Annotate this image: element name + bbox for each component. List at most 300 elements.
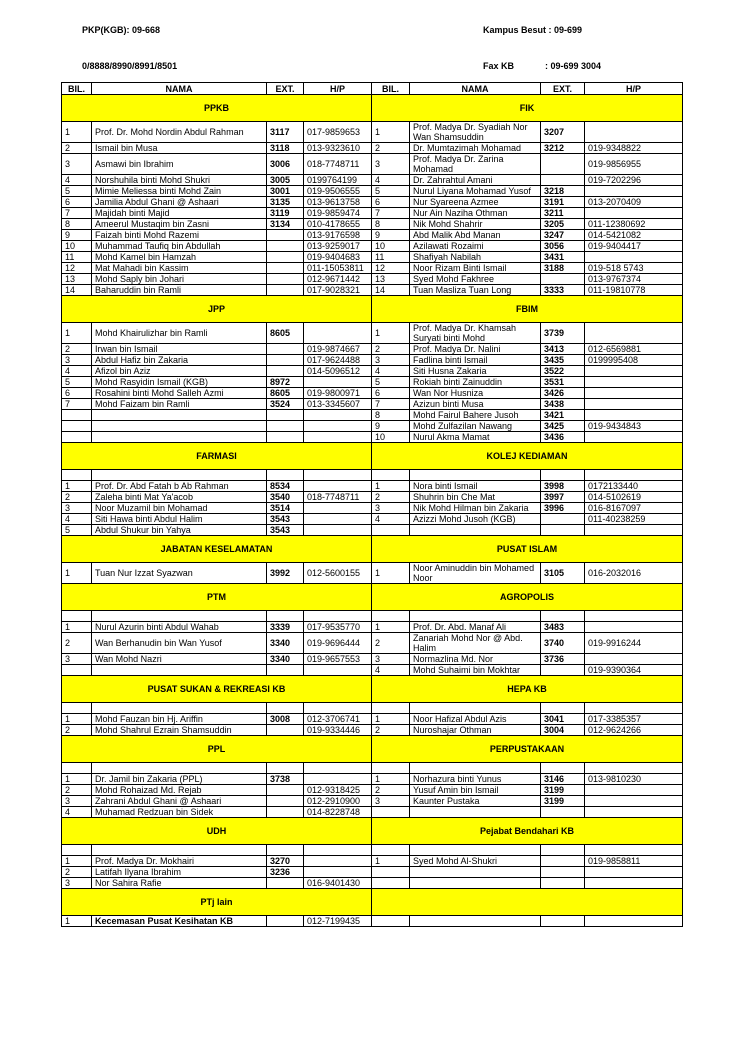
right-bil-cell: 6 [372, 197, 410, 208]
left-bil-cell: 13 [62, 274, 92, 285]
left-bil-cell: 5 [62, 377, 92, 388]
table-row [62, 323, 683, 344]
left-hp-cell: 016-9401430 [304, 878, 372, 889]
right-ext-cell: 3212 [541, 143, 585, 154]
table-row [62, 785, 683, 796]
header-fax-value: : 09-699 3004 [545, 61, 602, 71]
right-bil-cell: 1 [372, 122, 410, 143]
right-bil-cell: 5 [372, 186, 410, 197]
right-hp-cell [585, 916, 683, 927]
table-row [62, 856, 683, 867]
spacer-cell [62, 611, 92, 622]
right-bil-cell [372, 916, 410, 927]
left-bil-cell: 6 [62, 197, 92, 208]
right-bil-cell: 9 [372, 230, 410, 241]
spacer-cell [541, 845, 585, 856]
table-row [62, 344, 683, 355]
left-ext-cell: 3236 [267, 867, 304, 878]
left-nama-cell: Prof. Dr. Mohd Nordin Abdul Rahman [92, 122, 267, 143]
header-kampus-line: Kampus Besut : 09-699 [483, 25, 583, 35]
right-hp-cell [585, 785, 683, 796]
right-ext-cell: 3218 [541, 186, 585, 197]
right-bil-cell: 1 [372, 622, 410, 633]
right-hp-cell: 019-9404417 [585, 241, 683, 252]
left-hp-cell: 014-5096512 [304, 366, 372, 377]
left-bil-cell: 7 [62, 399, 92, 410]
table-row [62, 867, 683, 878]
left-ext-cell [267, 916, 304, 927]
right-nama-cell: Nur Ain Naziha Othman [410, 208, 541, 219]
left-nama-cell: Majidah binti Majid [92, 208, 267, 219]
left-hp-cell: 019-9800971 [304, 388, 372, 399]
left-ext-cell [267, 432, 304, 443]
right-hp-cell [585, 622, 683, 633]
right-hp-cell: 017-3385357 [585, 714, 683, 725]
left-nama-cell: Baharuddin bin Ramli [92, 285, 267, 296]
left-hp-cell: 012-7199435 [304, 916, 372, 927]
table-row [62, 122, 683, 143]
spacer-cell [541, 763, 585, 774]
right-ext-cell [541, 916, 585, 927]
left-bil-cell: 2 [62, 344, 92, 355]
left-nama-cell: Faizah binti Mohd Razemi [92, 230, 267, 241]
right-ext-cell [541, 154, 585, 175]
left-ext-cell: 3001 [267, 186, 304, 197]
right-hp-cell: 011-12380692 [585, 219, 683, 230]
section-header-row [62, 818, 683, 845]
left-hp-cell [304, 867, 372, 878]
table-row [62, 252, 683, 263]
right-bil-cell: 1 [372, 323, 410, 344]
right-bil-cell: 1 [372, 774, 410, 785]
right-ext-cell [541, 867, 585, 878]
right-ext-cell: 3247 [541, 230, 585, 241]
right-hp-cell [585, 399, 683, 410]
right-hp-cell: 019-9434843 [585, 421, 683, 432]
left-nama-cell: Ismail bin Musa [92, 143, 267, 154]
section-title-left: PPL [62, 736, 372, 763]
spacer-cell [62, 703, 92, 714]
left-hp-cell [304, 514, 372, 525]
spacer-row [62, 470, 683, 481]
spacer-cell [304, 703, 372, 714]
table-row [62, 274, 683, 285]
left-nama-cell: Asmawi bin Ibrahim [92, 154, 267, 175]
right-hp-cell [585, 208, 683, 219]
right-bil-cell: 3 [372, 503, 410, 514]
right-bil-cell: 1 [372, 481, 410, 492]
right-ext-cell: 3435 [541, 355, 585, 366]
left-nama-cell: Irwan bin Ismail [92, 344, 267, 355]
left-ext-cell: 3543 [267, 525, 304, 536]
left-hp-cell: 012-5600155 [304, 563, 372, 584]
section-title-left: PTM [62, 584, 372, 611]
spacer-cell [267, 470, 304, 481]
section-title-left: JABATAN KESELAMATAN [62, 536, 372, 563]
right-bil-cell: 14 [372, 285, 410, 296]
right-ext-cell: 3438 [541, 399, 585, 410]
right-hp-cell: 0172133440 [585, 481, 683, 492]
left-ext-cell: 3005 [267, 175, 304, 186]
spacer-cell [372, 703, 410, 714]
left-hp-cell: 018-7748711 [304, 154, 372, 175]
right-ext-cell: 3211 [541, 208, 585, 219]
left-bil-cell: 10 [62, 241, 92, 252]
right-nama-cell: Prof. Madya Dr. Zarina Mohamad [410, 154, 541, 175]
left-hp-cell: 011-15053811 [304, 263, 372, 274]
right-ext-cell: 3004 [541, 725, 585, 736]
right-ext-cell: 3421 [541, 410, 585, 421]
right-hp-cell [585, 796, 683, 807]
spacer-cell [304, 763, 372, 774]
table-row [62, 421, 683, 432]
right-nama-cell: Shuhrin bin Che Mat [410, 492, 541, 503]
right-nama-cell: Prof. Madya Dr. Khamsah Suryati binti Mohd [410, 323, 541, 344]
section-header-row [62, 536, 683, 563]
left-ext-cell: 8534 [267, 481, 304, 492]
spacer-cell [92, 703, 267, 714]
right-ext-cell: 3736 [541, 654, 585, 665]
spacer-cell [541, 703, 585, 714]
left-bil-cell: 2 [62, 143, 92, 154]
section-header-row [62, 676, 683, 703]
right-hp-cell: 011-19810778 [585, 285, 683, 296]
table-row [62, 410, 683, 421]
left-bil-cell: 2 [62, 867, 92, 878]
right-hp-cell [585, 807, 683, 818]
section-header-row [62, 95, 683, 122]
left-hp-cell: 012-2910900 [304, 796, 372, 807]
right-nama-cell: Mohd Zulfazilan Nawang [410, 421, 541, 432]
left-bil-cell: 4 [62, 514, 92, 525]
left-ext-cell [267, 366, 304, 377]
right-ext-cell: 3041 [541, 714, 585, 725]
col-ext-left: EXT. [267, 83, 304, 95]
left-nama-cell: Kecemasan Pusat Kesihatan KB [92, 916, 267, 927]
left-nama-cell: Wan Berhanudin bin Wan Yusof [92, 633, 267, 654]
left-ext-cell [267, 421, 304, 432]
table-row [62, 654, 683, 665]
spacer-cell [92, 611, 267, 622]
left-bil-cell: 3 [62, 796, 92, 807]
right-hp-cell [585, 432, 683, 443]
table-row [62, 197, 683, 208]
left-hp-cell [304, 421, 372, 432]
right-hp-cell [585, 186, 683, 197]
left-ext-cell [267, 410, 304, 421]
table-row [62, 154, 683, 175]
right-hp-cell: 016-2032016 [585, 563, 683, 584]
right-nama-cell: Zanariah Mohd Nor @ Abd. Halim [410, 633, 541, 654]
left-hp-cell: 018-7748711 [304, 492, 372, 503]
right-ext-cell [541, 175, 585, 186]
left-nama-cell: Afizol bin Aziz [92, 366, 267, 377]
left-ext-cell: 3992 [267, 563, 304, 584]
left-ext-cell [267, 285, 304, 296]
right-nama-cell: Norhazura binti Yunus [410, 774, 541, 785]
right-bil-cell: 2 [372, 143, 410, 154]
left-bil-cell: 1 [62, 481, 92, 492]
table-row [62, 916, 683, 927]
left-ext-cell [267, 263, 304, 274]
left-nama-cell: Tuan Nur Izzat Syazwan [92, 563, 267, 584]
left-hp-cell [304, 323, 372, 344]
spacer-cell [304, 845, 372, 856]
section-title-left: PPKB [62, 95, 372, 122]
left-nama-cell: Muhammad Taufiq bin Abdullah [92, 241, 267, 252]
right-bil-cell: 11 [372, 252, 410, 263]
left-nama-cell: Zahrani Abdul Ghani @ Ashaari [92, 796, 267, 807]
spacer-cell [585, 703, 683, 714]
left-hp-cell [304, 774, 372, 785]
left-nama-cell: Zaleha binti Mat Ya'acob [92, 492, 267, 503]
table-row [62, 503, 683, 514]
table-row [62, 432, 683, 443]
right-bil-cell: 8 [372, 219, 410, 230]
right-nama-cell: Dr. Zahrahtul Amani [410, 175, 541, 186]
left-ext-cell: 3270 [267, 856, 304, 867]
right-nama-cell: Nik Mohd Shahrir [410, 219, 541, 230]
section-title-right: KOLEJ KEDIAMAN [372, 443, 683, 470]
left-bil-cell: 2 [62, 633, 92, 654]
left-hp-cell [304, 410, 372, 421]
right-ext-cell [541, 665, 585, 676]
right-nama-cell: Nurul Liyana Mohamad Yusof [410, 186, 541, 197]
left-nama-cell: Jamilia Abdul Ghani @ Ashaari [92, 197, 267, 208]
right-hp-cell: 016-8167097 [585, 503, 683, 514]
left-ext-cell: 8605 [267, 388, 304, 399]
left-nama-cell: Norshuhila binti Mohd Shukri [92, 175, 267, 186]
spacer-row [62, 703, 683, 714]
table-row [62, 377, 683, 388]
left-bil-cell [62, 421, 92, 432]
right-bil-cell [372, 807, 410, 818]
right-nama-cell: Nur Syareena Azmee [410, 197, 541, 208]
left-bil-cell: 2 [62, 725, 92, 736]
right-hp-cell: 019-9858811 [585, 856, 683, 867]
right-nama-cell: Nik Mohd Hilman bin Zakaria [410, 503, 541, 514]
left-ext-cell: 3514 [267, 503, 304, 514]
left-nama-cell: Mohd Khairulizhar bin Ramli [92, 323, 267, 344]
left-bil-cell: 3 [62, 154, 92, 175]
left-ext-cell: 8972 [267, 377, 304, 388]
right-hp-cell [585, 377, 683, 388]
left-ext-cell: 3543 [267, 514, 304, 525]
right-hp-cell: 014-5102619 [585, 492, 683, 503]
section-title-left: PUSAT SUKAN & REKREASI KB [62, 676, 372, 703]
right-nama-cell: Kaunter Pustaka [410, 796, 541, 807]
spacer-cell [410, 703, 541, 714]
header-pkp-line: PKP(KGB): 09-668 [82, 25, 161, 35]
table-row [62, 355, 683, 366]
table-row [62, 143, 683, 154]
table-row [62, 481, 683, 492]
right-bil-cell: 12 [372, 263, 410, 274]
right-nama-cell: Mohd Suhaimi bin Mokhtar [410, 665, 541, 676]
left-bil-cell: 1 [62, 714, 92, 725]
right-ext-cell: 3996 [541, 503, 585, 514]
right-ext-cell: 3483 [541, 622, 585, 633]
left-nama-cell: Mimie Meliessa binti Mohd Zain [92, 186, 267, 197]
left-hp-cell: 014-8228748 [304, 807, 372, 818]
table-row [62, 525, 683, 536]
right-hp-cell [585, 525, 683, 536]
table-row [62, 186, 683, 197]
right-bil-cell: 1 [372, 714, 410, 725]
right-bil-cell: 2 [372, 725, 410, 736]
right-ext-cell: 3436 [541, 432, 585, 443]
left-nama-cell: Mohd Fauzan bin Hj. Ariffin [92, 714, 267, 725]
right-ext-cell: 3998 [541, 481, 585, 492]
left-ext-cell [267, 725, 304, 736]
left-bil-cell: 3 [62, 654, 92, 665]
table-row [62, 714, 683, 725]
right-hp-cell [585, 878, 683, 889]
right-hp-cell: 019-9916244 [585, 633, 683, 654]
left-ext-cell: 3738 [267, 774, 304, 785]
right-ext-cell: 3740 [541, 633, 585, 654]
right-ext-cell [541, 274, 585, 285]
right-bil-cell: 2 [372, 344, 410, 355]
right-bil-cell: 2 [372, 785, 410, 796]
left-nama-cell: Rosahini binti Mohd Salleh Azmi [92, 388, 267, 399]
table-row [62, 796, 683, 807]
left-bil-cell: 1 [62, 856, 92, 867]
left-ext-cell: 3008 [267, 714, 304, 725]
right-nama-cell: Nurul Akma Mamat [410, 432, 541, 443]
spacer-cell [410, 470, 541, 481]
right-nama-cell: Nora binti Ismail [410, 481, 541, 492]
left-hp-cell [304, 481, 372, 492]
left-hp-cell: 017-9859653 [304, 122, 372, 143]
left-bil-cell: 7 [62, 208, 92, 219]
spacer-cell [267, 703, 304, 714]
left-bil-cell: 6 [62, 388, 92, 399]
spacer-row [62, 845, 683, 856]
left-ext-cell [267, 878, 304, 889]
right-nama-cell: Prof. Madya Dr. Nalini [410, 344, 541, 355]
right-ext-cell [541, 525, 585, 536]
left-ext-cell [267, 807, 304, 818]
left-bil-cell: 1 [62, 622, 92, 633]
col-hp-right: H/P [585, 83, 683, 95]
left-bil-cell [62, 665, 92, 676]
right-nama-cell: Tuan Masliza Tuan Long [410, 285, 541, 296]
table-row [62, 208, 683, 219]
section-title-right: PUSAT ISLAM [372, 536, 683, 563]
section-title-left: FARMASI [62, 443, 372, 470]
left-ext-cell [267, 230, 304, 241]
left-hp-cell: 012-9318425 [304, 785, 372, 796]
section-header-row [62, 584, 683, 611]
right-nama-cell [410, 807, 541, 818]
right-hp-cell [585, 252, 683, 263]
left-hp-cell: 017-9028321 [304, 285, 372, 296]
right-bil-cell: 2 [372, 633, 410, 654]
right-ext-cell: 3531 [541, 377, 585, 388]
left-ext-cell [267, 344, 304, 355]
left-bil-cell [62, 432, 92, 443]
table-row [62, 366, 683, 377]
left-nama-cell: Mohd Shahrul Ezrain Shamsuddin [92, 725, 267, 736]
right-nama-cell: Rokiah binti Zainuddin [410, 377, 541, 388]
right-nama-cell [410, 867, 541, 878]
column-header-row [62, 83, 683, 95]
left-nama-cell: Prof. Madya Dr. Mokhairi [92, 856, 267, 867]
col-nama-left: NAMA [92, 83, 267, 95]
table-row [62, 241, 683, 252]
spacer-cell [541, 470, 585, 481]
left-bil-cell: 1 [62, 122, 92, 143]
right-bil-cell: 1 [372, 563, 410, 584]
left-hp-cell: 013-9613758 [304, 197, 372, 208]
right-nama-cell: Noor Hafizal Abdul Azis [410, 714, 541, 725]
table-row [62, 633, 683, 654]
right-ext-cell [541, 807, 585, 818]
left-ext-cell: 3340 [267, 633, 304, 654]
section-header-row [62, 889, 683, 916]
right-hp-cell [585, 323, 683, 344]
left-bil-cell: 1 [62, 774, 92, 785]
right-ext-cell: 3056 [541, 241, 585, 252]
right-bil-cell [372, 867, 410, 878]
section-title-left: PTj lain [62, 889, 372, 916]
right-hp-cell: 019-7202296 [585, 175, 683, 186]
spacer-cell [304, 611, 372, 622]
section-header-row [62, 443, 683, 470]
right-bil-cell: 13 [372, 274, 410, 285]
right-hp-cell: 013-2070409 [585, 197, 683, 208]
right-bil-cell [372, 878, 410, 889]
left-nama-cell: Ameerul Mustaqim bin Zasni [92, 219, 267, 230]
right-bil-cell: 3 [372, 796, 410, 807]
right-nama-cell: Yusuf Amin bin Ismail [410, 785, 541, 796]
right-nama-cell: Noor Aminuddin bin Mohamed Noor [410, 563, 541, 584]
right-nama-cell: Shafiyah Nabilah [410, 252, 541, 263]
header-right [483, 0, 601, 84]
left-ext-cell [267, 785, 304, 796]
left-bil-cell: 12 [62, 263, 92, 274]
left-hp-cell: 013-3345607 [304, 399, 372, 410]
right-ext-cell [541, 856, 585, 867]
right-nama-cell [410, 878, 541, 889]
spacer-cell [304, 470, 372, 481]
right-bil-cell: 7 [372, 208, 410, 219]
left-nama-cell [92, 665, 267, 676]
left-hp-cell: 019-9859474 [304, 208, 372, 219]
right-nama-cell: Siti Husna Zakaria [410, 366, 541, 377]
right-hp-cell: 011-40238259 [585, 514, 683, 525]
table-row [62, 399, 683, 410]
right-nama-cell: Nuroshajar Othman [410, 725, 541, 736]
left-bil-cell: 2 [62, 492, 92, 503]
right-ext-cell: 3739 [541, 323, 585, 344]
left-bil-cell: 3 [62, 503, 92, 514]
left-nama-cell [92, 421, 267, 432]
spacer-cell [372, 845, 410, 856]
right-hp-cell [585, 410, 683, 421]
header-fax-line [483, 60, 601, 72]
right-bil-cell: 4 [372, 175, 410, 186]
left-hp-cell: 010-4178655 [304, 219, 372, 230]
spacer-cell [585, 470, 683, 481]
left-hp-cell: 013-9259017 [304, 241, 372, 252]
table-row [62, 807, 683, 818]
right-hp-cell: 019-518 5743 [585, 263, 683, 274]
right-nama-cell [410, 525, 541, 536]
right-bil-cell: 7 [372, 399, 410, 410]
section-title-right: FIK [372, 95, 683, 122]
